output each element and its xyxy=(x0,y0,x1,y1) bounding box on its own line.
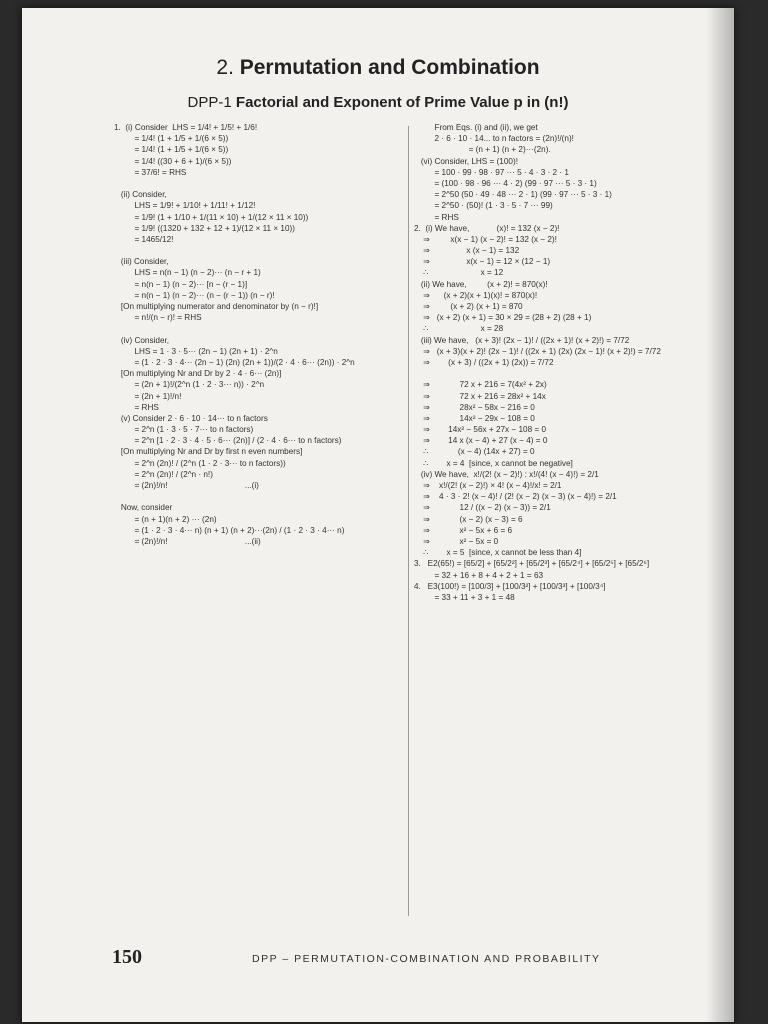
text-line: [On multiplying numerator and denominator by (n − r)!] xyxy=(114,302,319,311)
text-line: = 2^n (1 · 3 · 5 · 7··· to n factors) xyxy=(114,425,254,435)
text-line: = 2^50 · (50)! (1 · 3 · 5 · 7 ··· 99) xyxy=(414,201,553,211)
text-line: ⇒ 14 x (x − 4) + 27 (x − 4) = 0 xyxy=(414,436,548,446)
text-line: = 2^n (2n)! / (2^n (1 · 2 · 3··· to n factors)) xyxy=(114,458,286,468)
text-line xyxy=(114,491,414,502)
text-line: (ii) We have, (x + 2)! = 870(x)! xyxy=(414,279,548,289)
text-line: ⇒ 28x² − 58x − 216 = 0 xyxy=(414,402,535,412)
text-line: = 2^n (2n)! / (2^n · n!) xyxy=(114,469,213,479)
text-line: ⇒ (x − 2) (x − 3) = 6 xyxy=(414,514,523,524)
text-line xyxy=(114,245,414,256)
text-line: = 1/4! ((30 + 6 + 1)/(6 × 5)) xyxy=(114,156,232,166)
text-line: 3. E2(65!) = [65/2] + [65/2²] + [65/2³] + [65/2⁴] + [65/2⁵] + [65/2⁶] xyxy=(414,559,650,569)
text-line: = (n + 1) (n + 2)···(2n). xyxy=(414,145,551,155)
text-line: = 32 + 16 + 8 + 4 + 2 + 1 = 63 xyxy=(414,570,544,580)
left-column xyxy=(114,122,414,547)
text-line: ⇒ 12 / ((x − 2) (x − 3)) = 2/1 xyxy=(414,503,551,513)
chapter-title-text: Permutation and Combination xyxy=(239,56,540,79)
text-line: (ii) Consider, xyxy=(114,190,167,200)
text-line: = 1/9! ((1320 + 132 + 12 + 1)/(12 × 11 × 10)) xyxy=(114,223,295,233)
text-line: ∴ x = 28 xyxy=(414,324,504,334)
text-line: ⇒ x(x − 1) (x − 2)! = 132 (x − 2)! xyxy=(414,234,557,244)
text-line: ⇒ x!/(2! (x − 2)!) × 4! (x − 4)!/x! = 2/1 xyxy=(414,481,562,490)
text-line: ∴ x = 12 xyxy=(414,268,504,278)
dpp-label: DPP-1 xyxy=(187,94,232,111)
text-line: LHS = 1/9! + 1/10! + 1/11! + 1/12! xyxy=(114,201,256,211)
chapter-title xyxy=(22,56,734,80)
text-line: LHS = n(n − 1) (n − 2)··· (n − r + 1) xyxy=(114,268,261,278)
text-line xyxy=(414,368,724,379)
text-line: (vi) Consider, LHS = (100)! xyxy=(414,156,518,166)
text-line: = 1/4! (1 + 1/5 + 1/(6 × 5)) xyxy=(114,145,229,155)
text-line: = 100 · 99 · 98 · 97 ··· 5 · 4 · 3 · 2 · 1 xyxy=(414,167,569,177)
text-line: ⇒ x² − 5x + 6 = 6 xyxy=(414,525,513,535)
text-line: ⇒ 72 x + 216 = 7(4x² + 2x) xyxy=(414,380,547,390)
text-line: 2 · 6 · 10 · 14... to n factors = (2n)!/(n)! xyxy=(414,134,574,144)
text-line: ⇒ (x + 2) (x + 1) = 30 × 29 = (28 + 2) (28 + 1) xyxy=(414,313,592,323)
text-line: = n(n − 1) (n − 2)··· (n − (r − 1)) (n − r)! xyxy=(114,290,275,300)
book-page xyxy=(22,8,734,1022)
text-line: = 1/4! (1 + 1/5 + 1/(6 × 5)) xyxy=(114,134,229,144)
text-line: = (2n)!/n! ...(ii) xyxy=(114,536,261,546)
text-line: 4. E3(100!) = [100/3] + [100/3²] + [100/3³] + [100/3⁴] xyxy=(414,581,606,591)
text-line: ∴ x = 5 [since, x cannot be less than 4] xyxy=(414,548,582,558)
text-line xyxy=(114,178,414,189)
dpp-heading xyxy=(22,94,734,111)
right-column xyxy=(414,122,724,603)
text-line: = (2n + 1)!/n! xyxy=(114,391,182,401)
text-line: (iii) Consider, xyxy=(114,257,169,267)
text-line: = (2n + 1)!/(2^n (1 · 2 · 3··· n)) · 2^n xyxy=(114,380,265,390)
text-line: Now, consider xyxy=(114,503,173,513)
text-line: LHS = 1 · 3 · 5··· (2n − 1) (2n + 1) · 2^n xyxy=(114,346,278,356)
dpp-title: Factorial and Exponent of Prime Value p in (n!) xyxy=(235,94,569,111)
text-line: 2. (i) We have, (x)! = 132 (x − 2)! xyxy=(414,223,560,233)
text-line: ⇒ x(x − 1) = 12 × (12 − 1) xyxy=(414,257,551,267)
text-line: ⇒ x² − 5x = 0 xyxy=(414,536,499,546)
text-line: = (2n)!/n! ...(i) xyxy=(114,481,259,490)
running-title: DPP – PERMUTATION-COMBINATION AND PROBABILITY xyxy=(252,953,601,965)
text-line: (v) Consider 2 · 6 · 10 · 14··· to n factors xyxy=(114,413,268,423)
text-line: ∴ (x − 4) (14x + 27) = 0 xyxy=(414,447,535,457)
text-line: = RHS xyxy=(414,212,459,222)
text-line: 1. (i) Consider LHS = 1/4! + 1/5! + 1/6! xyxy=(114,123,258,132)
text-line: (iii) We have, (x + 3)! (2x − 1)! / ((2x + 1)! (x + 2)!) = 7/72 xyxy=(414,335,630,345)
text-line: [On multiplying Nr and Dr by first n even numbers] xyxy=(114,447,303,457)
text-line: ⇒ 72 x + 216 = 28x² + 14x xyxy=(414,391,546,401)
text-line: ⇒ (x + 2)(x + 1)(x)! = 870(x)! xyxy=(414,290,538,300)
text-line: ∴ x = 4 [since, x cannot be negative] xyxy=(414,458,573,468)
text-line: (iv) Consider, xyxy=(114,335,170,345)
text-line: = 33 + 11 + 3 + 1 = 48 xyxy=(414,592,515,602)
text-line: ⇒ (x + 3)(x + 2)! (2x − 1)! / ((2x + 1) (2x) (2x − 1)! (x + 2)!) = 7/72 xyxy=(414,346,661,356)
text-line: = n!/(n − r)! = RHS xyxy=(114,313,202,323)
text-line: = n(n − 1) (n − 2)··· [n − (r − 1)] xyxy=(114,279,248,289)
text-line: ⇒ (x + 2) (x + 1) = 870 xyxy=(414,302,523,311)
text-line xyxy=(114,323,414,334)
text-line: = (n + 1)(n + 2) ··· (2n) xyxy=(114,514,217,524)
text-line: From Eqs. (i) and (ii), we get xyxy=(414,123,538,132)
text-line: ⇒ 4 · 3 · 2! (x − 4)! / (2! (x − 2) (x − 3) (x − 4)!) = 2/1 xyxy=(414,492,617,502)
text-line: ⇒ (x + 3) / ((2x + 1) (2x)) = 7/72 xyxy=(414,357,554,367)
text-line: = (1 · 2 · 3 · 4··· (2n − 1) (2n) (2n + 1))/(2 · 4 · 6··· (2n)) · 2^n xyxy=(114,357,355,367)
text-line: = RHS xyxy=(114,402,159,412)
text-line: = 2^n [1 · 2 · 3 · 4 · 5 · 6··· (2n)] / (2 · 4 · 6··· to n factors) xyxy=(114,436,342,446)
page-number: 150 xyxy=(112,946,142,968)
text-line: [On multiplying Nr and Dr by 2 · 4 · 6··· (2n)] xyxy=(114,369,282,379)
text-line: (iv) We have, x!/(2! (x − 2)!) : x!/(4! (x − 4)!) = 2/1 xyxy=(414,469,599,479)
text-line: = 1/9! (1 + 1/10 + 1/(11 × 10) + 1/(12 × 11 × 10)) xyxy=(114,212,309,222)
text-line: = (100 · 98 · 96 ··· 4 · 2) (99 · 97 ··· 5 · 3 · 1) xyxy=(414,178,597,188)
text-line: ⇒ x (x − 1) = 132 xyxy=(414,246,520,256)
chapter-number: 2. xyxy=(216,56,234,79)
text-line: = 2^50 (50 · 49 · 48 ··· 2 · 1) (99 · 97 ··· 5 · 3 · 1) xyxy=(414,190,612,200)
text-line: = 1465/12! xyxy=(114,234,174,244)
text-line: ⇒ 14x² − 29x − 108 = 0 xyxy=(414,413,535,423)
text-line: = 37/6! = RHS xyxy=(114,167,187,177)
text-line: ⇒ 14x² − 56x + 27x − 108 = 0 xyxy=(414,425,547,435)
text-line: = (1 · 2 · 3 · 4··· n) (n + 1) (n + 2)···(2n) / (1 · 2 · 3 · 4··· n) xyxy=(114,525,345,535)
